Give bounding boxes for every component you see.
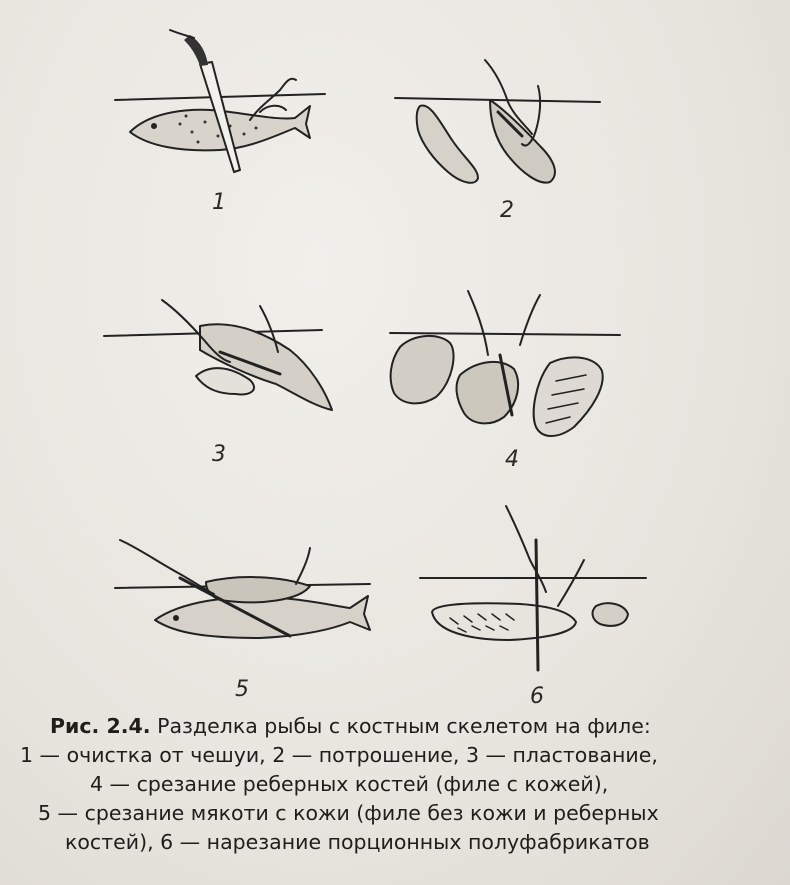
gutting-illustration bbox=[390, 40, 610, 200]
figure-number-3: 3 bbox=[212, 442, 226, 467]
caption-line-1 bbox=[20, 712, 760, 741]
figure-panel-4 bbox=[380, 285, 630, 445]
caption-line-3: 4 — срезание реберных костей (филе с кожей), bbox=[90, 772, 609, 796]
caption-line-5: костей), 6 — нарезание порционных полуфабрикатов bbox=[65, 830, 650, 854]
caption-label: Рис. 2.4. bbox=[50, 714, 151, 738]
figure-panel-6 bbox=[410, 500, 660, 680]
skin-removal-illustration bbox=[110, 520, 380, 660]
rib-bones-illustration bbox=[380, 285, 630, 445]
figure-panel-1 bbox=[110, 20, 340, 200]
figure-number-4: 4 bbox=[505, 447, 519, 472]
filleting-illustration bbox=[100, 290, 340, 430]
figure-number-1: 1 bbox=[212, 190, 226, 215]
figure-panel-2 bbox=[390, 40, 610, 200]
caption-line-4: 5 — срезание мякоти с кожи (филе без кожи и реберных bbox=[38, 801, 659, 825]
figure-panel-5 bbox=[110, 520, 380, 660]
figure-caption bbox=[20, 712, 760, 857]
figure-number-6: 6 bbox=[530, 684, 544, 709]
caption-title: Разделка рыбы с костным скелетом на филе: bbox=[157, 714, 651, 738]
caption-line-2: 1 — очистка от чешуи, 2 — потрошение, 3 — пластование, bbox=[20, 743, 658, 767]
portioning-illustration bbox=[410, 500, 660, 680]
figure-number-5: 5 bbox=[235, 677, 249, 702]
figure-panel-3 bbox=[100, 290, 340, 430]
scaling-illustration bbox=[110, 20, 340, 200]
figure-number-2: 2 bbox=[500, 198, 514, 223]
